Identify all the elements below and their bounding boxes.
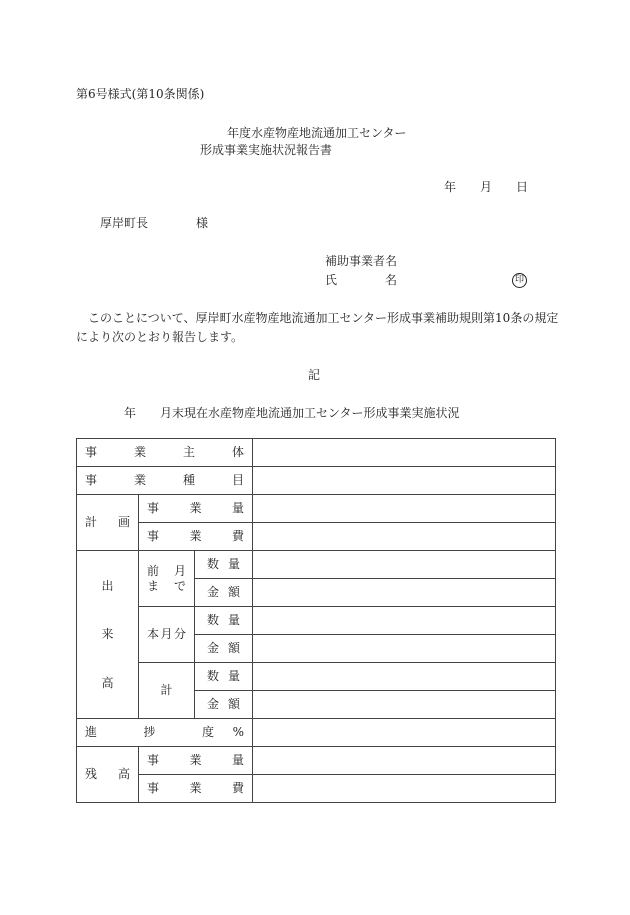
title-line2: 形成事業実施状況報告書 [200, 143, 333, 157]
label-current-quantity: 数 量 [207, 613, 240, 628]
label-total: 計 [160, 683, 173, 698]
label-prev-quantity: 数 量 [207, 557, 240, 572]
label-prev-line2: ま で [147, 578, 186, 593]
label-remaining: 残高 [85, 767, 130, 782]
table-row-plan-cost [77, 523, 556, 551]
value-rate[interactable] [253, 719, 556, 747]
subtitle-text: 月末現在水産物産地流通加工センター形成事業実施状況 [160, 406, 460, 420]
table-row-type [77, 467, 556, 495]
label-rate: 進捗度 [85, 725, 214, 740]
body-text-line1: このことについて、厚岸町水産物産地流通加工センター形成事業補助規則第10条の規定 [88, 311, 559, 325]
table-row-subject [77, 439, 556, 467]
applicant-org-label: 補助事業者名 [325, 254, 398, 268]
table-row-rate [77, 719, 556, 747]
addressee-honorific: 様 [196, 216, 209, 230]
label-progress-col [77, 579, 138, 691]
date-month: 月 [480, 180, 493, 194]
form-number: 第6号様式(第10条関係) [76, 87, 205, 101]
value-type[interactable] [253, 467, 556, 495]
table-row-remaining-cost [77, 775, 556, 803]
title-line1: 年度水産物産地流通加工センター [227, 126, 407, 140]
table-row-current-quantity [77, 607, 556, 635]
label-prev-amount: 金 額 [207, 585, 240, 600]
label-total-quantity: 数 量 [207, 669, 240, 684]
status-table [76, 438, 556, 803]
table-row-plan-quantity [77, 495, 556, 523]
label-rate-unit: % [232, 725, 244, 740]
seal-mark [512, 271, 527, 288]
applicant-name-label: 氏 名 [325, 273, 397, 287]
value-prev-quantity[interactable] [253, 551, 556, 579]
date-year: 年 [444, 180, 457, 194]
label-current: 本月分 [147, 627, 186, 642]
seal-icon: 印 [512, 273, 527, 288]
value-prev-amount[interactable] [253, 579, 556, 607]
value-current-amount[interactable] [253, 635, 556, 663]
label-total-amount: 金 額 [207, 697, 240, 712]
value-current-quantity[interactable] [253, 607, 556, 635]
value-plan-quantity[interactable] [253, 495, 556, 523]
ki-heading: 記 [308, 368, 321, 382]
table-row-remaining-quantity [77, 747, 556, 775]
body-text-line2: により次のとおり報告します。 [76, 330, 244, 344]
subtitle-year: 年 [124, 406, 137, 420]
label-progress-char2: 来 [101, 627, 114, 642]
value-plan-cost[interactable] [253, 523, 556, 551]
label-plan-cost: 事業費 [147, 529, 244, 544]
value-subject[interactable] [253, 439, 556, 467]
table-row-total-quantity [77, 663, 556, 691]
label-plan: 計画 [85, 515, 130, 530]
label-subject: 事業主体 [85, 445, 244, 460]
date-day: 日 [516, 180, 529, 194]
value-remaining-quantity[interactable] [253, 747, 556, 775]
value-total-amount[interactable] [253, 691, 556, 719]
label-current-amount: 金 額 [207, 641, 240, 656]
label-type: 事業種目 [85, 473, 244, 488]
value-remaining-cost[interactable] [253, 775, 556, 803]
value-total-quantity[interactable] [253, 663, 556, 691]
label-progress-char1: 出 [101, 578, 114, 593]
label-remaining-quantity: 事業量 [147, 753, 244, 768]
addressee-name: 厚岸町長 [100, 216, 149, 230]
label-remaining-cost: 事業費 [147, 781, 244, 796]
label-plan-quantity: 事業量 [147, 501, 244, 516]
label-progress-char3: 高 [101, 676, 114, 691]
table-row-prev-quantity [77, 551, 556, 579]
label-rate-row [85, 725, 244, 739]
label-prev-line1: 前 月 [147, 564, 186, 579]
